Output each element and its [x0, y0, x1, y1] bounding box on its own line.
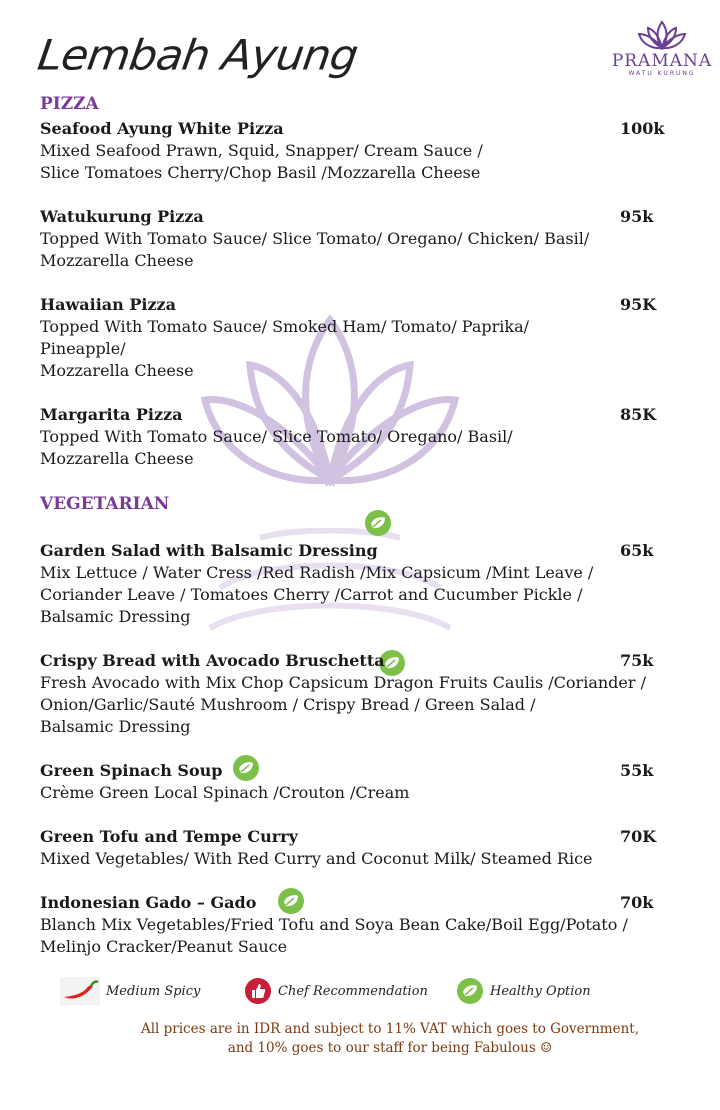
- lotus-logo-icon: [637, 20, 687, 50]
- item-price: 75k: [620, 651, 654, 670]
- item-description: Mixed Vegetables/ With Red Curry and Coconut Milk/ Steamed Rice: [40, 849, 593, 868]
- item-name: Indonesian Gado – Gado: [40, 893, 257, 912]
- menu-item: [40, 892, 680, 958]
- item-name: Watukurung Pizza: [40, 207, 204, 226]
- logo-subtitle: WATU KURUNG: [628, 70, 696, 77]
- menu-item: [40, 118, 680, 184]
- legend-spicy-label: Medium Spicy: [106, 983, 201, 999]
- item-price: 55k: [620, 761, 654, 780]
- item-name: Green Spinach Soup: [40, 761, 223, 780]
- pramana-logo: [606, 20, 718, 78]
- item-description: Topped With Tomato Sauce/ Smoked Ham/ Tomato/ Paprika/ Pineapple/ Mozzarella Cheese: [40, 317, 530, 380]
- item-price: 95k: [620, 207, 654, 226]
- price-note-line-1: All prices are in IDR and subject to 11% VAT which goes to Government,: [140, 1021, 640, 1037]
- chili-pepper-icon: [60, 977, 100, 1005]
- thumbs-up-icon: [244, 977, 272, 1005]
- menu-item: [40, 540, 680, 628]
- legend-chef: [244, 976, 428, 1006]
- item-price: 95K: [620, 295, 657, 314]
- section-title-pizza: PIZZA: [40, 94, 99, 114]
- menu-item: [40, 404, 680, 470]
- item-name: Garden Salad with Balsamic Dressing: [40, 541, 378, 560]
- legend-chef-label: Chef Recommendation: [278, 983, 428, 999]
- menu-item: [40, 650, 680, 738]
- item-description: Topped With Tomato Sauce/ Slice Tomato/ Oregano/ Chicken/ Basil/ Mozzarella Cheese: [40, 229, 590, 270]
- menu-item: [40, 826, 680, 870]
- item-price: 70K: [620, 827, 657, 846]
- menu-item: [40, 760, 680, 804]
- item-price: 100k: [620, 119, 665, 138]
- item-price: 70k: [620, 893, 654, 912]
- menu-item: [40, 294, 680, 382]
- legend-spicy: [60, 976, 200, 1006]
- item-description: Crème Green Local Spinach /Crouton /Cream: [40, 783, 410, 802]
- item-name: Hawaiian Pizza: [40, 295, 176, 314]
- item-name: Crispy Bread with Avocado Bruschetta: [40, 651, 385, 670]
- price-note-line-2: and 10% goes to our staff for being Fabulous ☺: [227, 1040, 553, 1056]
- item-name: Green Tofu and Tempe Curry: [40, 827, 298, 846]
- brand-title: Lembah Ayung: [34, 31, 361, 80]
- healthy-leaf-icon: [364, 509, 392, 537]
- healthy-leaf-icon: [456, 977, 484, 1005]
- item-price: 85K: [620, 405, 657, 424]
- item-description: Mix Lettuce / Water Cress /Red Radish /Mix Capsicum /Mint Leave / Coriander Leave / Tomatoes Cherry /Carrot and Cucumber Pickle / Balsamic Dressing: [40, 563, 594, 626]
- section-title-vegetarian: VEGETARIAN: [40, 494, 170, 514]
- price-note: [60, 1020, 720, 1058]
- menu-item: [40, 206, 680, 272]
- item-description: Topped With Tomato Sauce/ Slice Tomato/ Oregano/ Basil/ Mozzarella Cheese: [40, 427, 513, 468]
- item-description: Blanch Mix Vegetables/Fried Tofu and Soya Bean Cake/Boil Egg/Potato / Melinjo Cracker/Peanut Sauce: [40, 915, 628, 956]
- item-description: Mixed Seafood Prawn, Squid, Snapper/ Cream Sauce / Slice Tomatoes Cherry/Chop Basil /Mozzarella Cheese: [40, 141, 483, 182]
- legend-healthy-label: Healthy Option: [490, 983, 591, 999]
- legend-healthy: [456, 976, 591, 1006]
- logo-name: PRAMANA: [611, 51, 713, 71]
- item-name: Margarita Pizza: [40, 405, 183, 424]
- item-description: Fresh Avocado with Mix Chop Capsicum Dragon Fruits Caulis /Coriander / Onion/Garlic/Sauté Mushroom / Crispy Bread / Green Salad / Balsamic Dressing: [40, 673, 646, 736]
- legend: [60, 976, 660, 1008]
- item-price: 65k: [620, 541, 654, 560]
- item-name: Seafood Ayung White Pizza: [40, 119, 284, 138]
